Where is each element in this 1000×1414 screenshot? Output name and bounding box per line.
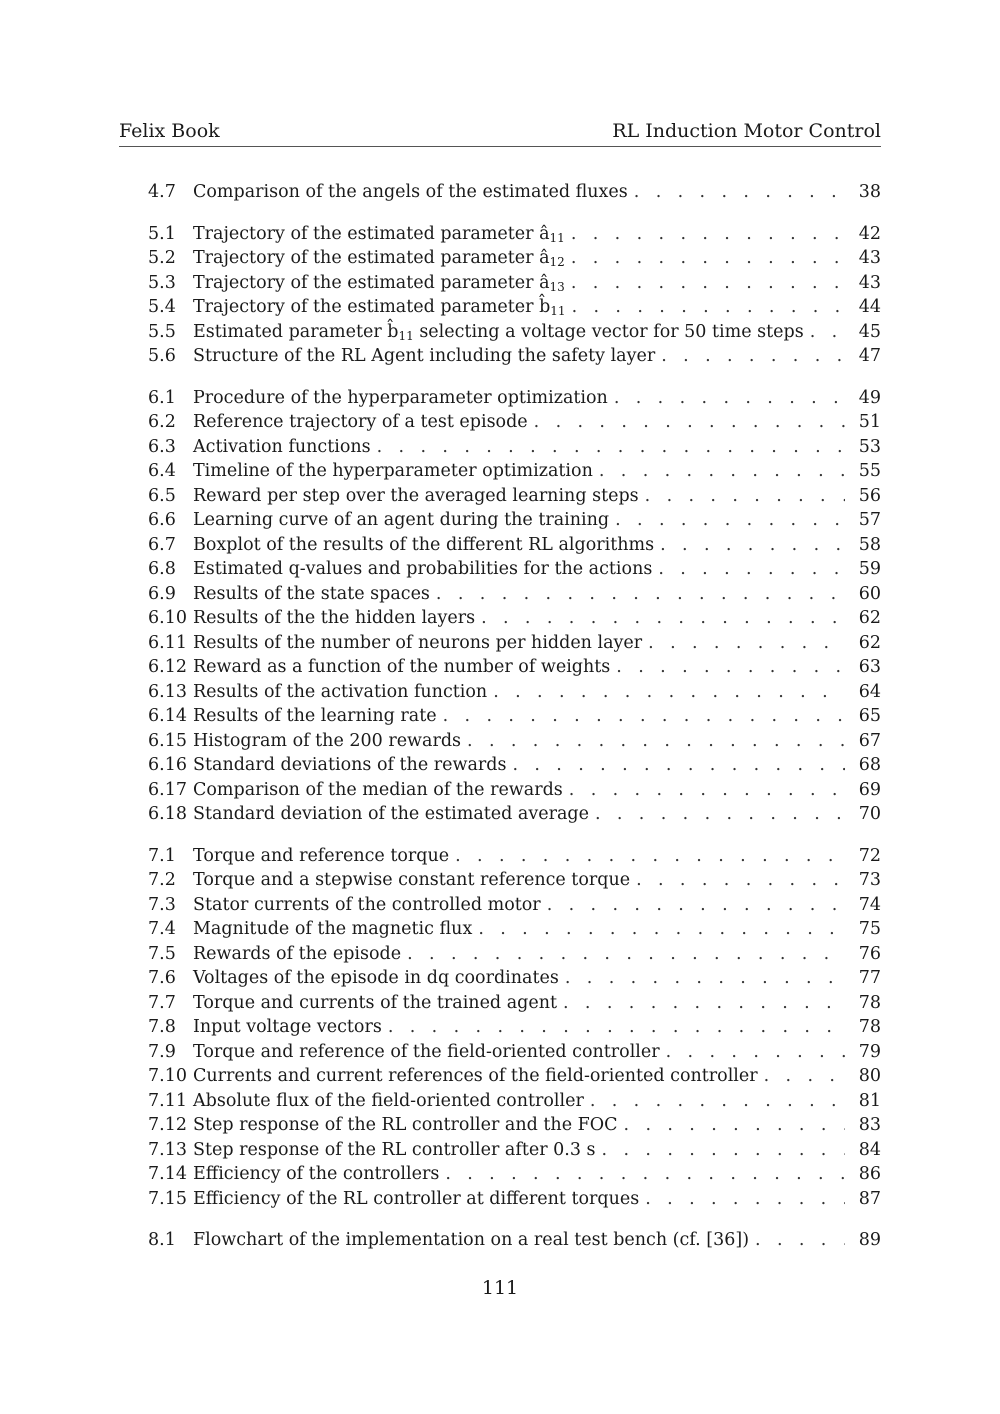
- dot-leader: [571, 271, 845, 296]
- figure-title-text: Histogram of the 200 rewards: [193, 730, 462, 751]
- dot-leader: [616, 655, 845, 680]
- figure-entry[interactable]: [148, 844, 881, 869]
- figure-number: 6.5: [148, 485, 176, 506]
- figure-title: [193, 631, 642, 656]
- figure-page-number: 51: [858, 412, 881, 432]
- figure-title-text: Boxplot of the results of the different RL algorithms: [193, 534, 655, 555]
- figure-number: 7.1: [148, 845, 176, 866]
- figure-title: [193, 222, 565, 247]
- figure-entry[interactable]: [148, 1015, 881, 1040]
- figure-page-number: 74: [858, 894, 881, 915]
- dot-leader: [512, 753, 845, 778]
- figure-entry[interactable]: [148, 271, 881, 296]
- figure-entry[interactable]: [148, 631, 881, 656]
- figure-title-text: Timeline of the hyperparameter optimization: [193, 461, 593, 481]
- figure-title-text: Learning curve of an agent during the training: [193, 510, 610, 530]
- figure-group: [148, 386, 881, 827]
- figure-title-text: Activation functions: [193, 436, 371, 457]
- figure-page-number: 43: [858, 272, 881, 293]
- figure-entry[interactable]: [148, 246, 881, 271]
- dot-leader: [455, 844, 845, 869]
- figure-page-number: 42: [858, 223, 881, 244]
- figure-number: 7.3: [148, 894, 176, 915]
- figure-entry[interactable]: [148, 410, 881, 435]
- figure-title: [193, 680, 487, 705]
- figure-number: 5.1: [148, 223, 176, 244]
- figure-title-text: Reference trajectory of a test episode: [193, 412, 528, 432]
- figure-page-number: 55: [858, 461, 881, 481]
- figure-title: [193, 778, 563, 803]
- figure-number: 6.7: [148, 534, 176, 555]
- dot-leader: [467, 729, 845, 754]
- figure-title: [193, 1228, 749, 1253]
- figure-page-number: 72: [858, 845, 881, 866]
- figure-entry[interactable]: [148, 435, 881, 460]
- figure-title: [193, 180, 628, 205]
- figure-entry[interactable]: [148, 508, 881, 533]
- figure-number: 6.16: [148, 755, 187, 775]
- running-header: [119, 120, 881, 147]
- figure-entry[interactable]: [148, 344, 881, 369]
- figure-title: [193, 893, 541, 918]
- dot-leader: [443, 704, 845, 729]
- figure-title-text: Step response of the RL controller after 0.3 s: [193, 1139, 596, 1160]
- figure-title-subscript: 13: [549, 279, 565, 294]
- figure-entry[interactable]: [148, 942, 881, 967]
- figure-page-number: 76: [858, 943, 881, 964]
- figure-number: 7.8: [148, 1017, 176, 1037]
- figure-title-text: Voltages of the episode in dq coordinates: [193, 968, 559, 988]
- figure-title-text: Trajectory of the estimated parameter â: [193, 223, 550, 244]
- figure-title-subscript: 12: [549, 255, 565, 269]
- figure-title-text: Torque and reference of the field-oriented controller: [193, 1041, 660, 1062]
- dot-leader: [478, 917, 845, 942]
- figure-page-number: 38: [858, 182, 881, 202]
- figure-title: [193, 410, 528, 435]
- figure-title-text: Trajectory of the estimated parameter b̂: [193, 297, 551, 317]
- figure-entry[interactable]: [148, 1162, 881, 1187]
- figure-title-subscript: 11: [398, 328, 414, 343]
- dot-leader: [571, 246, 845, 271]
- figure-title-text: Trajectory of the estimated parameter â: [193, 272, 550, 293]
- dot-leader: [493, 680, 845, 705]
- figure-title: [193, 753, 506, 778]
- figure-title: [193, 533, 654, 558]
- figure-page-number: 89: [858, 1230, 881, 1250]
- figure-title-text: Results of the the hidden layers: [193, 608, 476, 628]
- figure-title: [193, 1040, 660, 1065]
- figure-title-text: Efficiency of the RL controller at different torques: [193, 1188, 640, 1209]
- figure-number: 6.2: [148, 412, 176, 432]
- dot-leader: [377, 435, 845, 460]
- figure-title: [193, 802, 589, 827]
- figure-title-text: Magnitude of the magnetic flux: [193, 919, 473, 939]
- dot-leader: [388, 1015, 845, 1040]
- dot-leader: [648, 631, 845, 656]
- figure-entry[interactable]: [148, 295, 881, 320]
- figure-page-number: 47: [858, 346, 881, 366]
- figure-number: 7.6: [148, 968, 176, 988]
- figure-number: 6.10: [148, 608, 187, 628]
- figure-entry[interactable]: [148, 778, 881, 803]
- figure-number: 5.6: [148, 346, 176, 366]
- figure-page-number: 87: [858, 1188, 881, 1209]
- figure-page-number: 79: [858, 1041, 881, 1062]
- figure-page-number: 62: [858, 608, 881, 628]
- page-number: 111: [481, 1277, 519, 1299]
- figure-page-number: 49: [858, 387, 881, 408]
- figure-page-number: 73: [858, 870, 881, 890]
- figure-entry[interactable]: [148, 1113, 881, 1138]
- dot-leader: [569, 778, 845, 803]
- figure-title: [193, 606, 475, 631]
- figure-title-text: Reward as a function of the number of weights: [193, 657, 611, 677]
- figure-title: [193, 320, 804, 345]
- figure-number: 6.15: [148, 730, 187, 751]
- figure-page-number: 56: [858, 485, 881, 506]
- figure-entry[interactable]: [148, 1064, 881, 1089]
- figure-title-text: Standard deviations of the rewards: [193, 755, 507, 775]
- dot-leader: [572, 295, 845, 320]
- dot-leader: [445, 1162, 845, 1187]
- figure-title-text: Reward per step over the averaged learning steps: [193, 485, 639, 506]
- figure-title-text-continued: selecting a voltage vector for 50 time steps: [413, 321, 804, 342]
- figure-group: [148, 844, 881, 1212]
- figure-entry[interactable]: [148, 680, 881, 705]
- figure-number: 6.12: [148, 657, 187, 677]
- figure-title-text: Torque and a stepwise constant reference torque: [193, 870, 631, 890]
- figure-page-number: 58: [858, 534, 881, 555]
- figure-group: [148, 1228, 881, 1253]
- figure-entry[interactable]: [148, 868, 881, 893]
- dot-leader: [636, 868, 845, 893]
- figure-entry[interactable]: [148, 484, 881, 509]
- figure-entry[interactable]: [148, 893, 881, 918]
- figure-number: 5.2: [148, 248, 176, 268]
- figure-page-number: 43: [858, 248, 881, 268]
- figure-title: [193, 1089, 584, 1114]
- figure-number: 5.4: [148, 297, 176, 317]
- figure-title-text: Stator currents of the controlled motor: [193, 894, 541, 915]
- dot-leader: [602, 1138, 845, 1163]
- figure-title-text: Step response of the RL controller and the FOC: [193, 1115, 618, 1135]
- figure-title: [193, 942, 401, 967]
- dot-leader: [624, 1113, 845, 1138]
- figure-number: 6.18: [148, 804, 187, 824]
- figure-title: [193, 386, 608, 411]
- dot-leader: [571, 222, 845, 247]
- figure-title-text: Results of the number of neurons per hidden layer: [193, 632, 643, 653]
- figure-entry[interactable]: [148, 966, 881, 991]
- figure-title-text: Estimated q-values and probabilities for the actions: [193, 559, 653, 579]
- figure-title: [193, 966, 559, 991]
- figure-number: 6.4: [148, 461, 176, 481]
- header-title: RL Induction Motor Control: [612, 120, 881, 142]
- figure-number: 6.9: [148, 583, 176, 604]
- figure-title: [193, 1113, 618, 1138]
- figure-number: 7.12: [148, 1115, 187, 1135]
- figure-page-number: 69: [858, 779, 881, 800]
- figure-entry[interactable]: [148, 222, 881, 247]
- figure-title: [193, 508, 609, 533]
- figure-number: 7.5: [148, 943, 176, 964]
- figure-title: [193, 655, 610, 680]
- figure-number: 7.4: [148, 919, 176, 939]
- dot-leader: [590, 1089, 845, 1114]
- figure-title-text: Estimated parameter b̂: [193, 321, 399, 342]
- figure-title-text: Torque and reference torque: [193, 845, 450, 866]
- figure-page-number: 78: [858, 992, 881, 1013]
- figure-number: 6.17: [148, 779, 187, 800]
- dot-leader: [563, 991, 845, 1016]
- figure-title-text: Comparison of the angels of the estimated fluxes: [193, 182, 628, 202]
- figure-page-number: 44: [858, 297, 881, 317]
- figure-number: 7.10: [148, 1066, 187, 1086]
- figure-title: [193, 295, 566, 320]
- dot-leader: [658, 557, 845, 582]
- dot-leader: [599, 459, 845, 484]
- dot-leader: [810, 320, 845, 345]
- figure-entry[interactable]: [148, 704, 881, 729]
- figure-title-text: Comparison of the median of the rewards: [193, 779, 563, 800]
- figure-group: [148, 180, 881, 205]
- figure-title: [193, 484, 639, 509]
- figure-entry[interactable]: [148, 1040, 881, 1065]
- figure-title-text: Torque and currents of the trained agent: [193, 992, 557, 1013]
- figure-title-text: Standard deviation of the estimated average: [193, 804, 589, 824]
- dot-leader: [645, 1187, 845, 1212]
- figure-entry[interactable]: [148, 917, 881, 942]
- figure-page-number: 67: [858, 730, 881, 751]
- figure-page-number: 83: [858, 1115, 881, 1135]
- figure-title: [193, 582, 430, 607]
- figure-title: [193, 917, 472, 942]
- figure-title: [193, 844, 449, 869]
- dot-leader: [565, 966, 845, 991]
- figure-page-number: 81: [858, 1090, 881, 1111]
- dot-leader: [614, 386, 845, 411]
- figure-page-number: 65: [858, 706, 881, 726]
- figure-title: [193, 1015, 382, 1040]
- figure-number: 5.3: [148, 272, 176, 293]
- dot-leader: [645, 484, 845, 509]
- figure-title: [193, 435, 371, 460]
- figure-number: 6.13: [148, 681, 187, 702]
- figure-page-number: 45: [858, 321, 881, 342]
- dot-leader: [534, 410, 845, 435]
- figure-entry[interactable]: [148, 320, 881, 345]
- figure-number: 7.14: [148, 1164, 187, 1184]
- dot-leader: [764, 1064, 845, 1089]
- figure-title-text: Currents and current references of the field-oriented controller: [193, 1066, 758, 1086]
- figure-page-number: 60: [858, 583, 881, 604]
- figure-title: [193, 344, 655, 369]
- figure-title: [193, 557, 652, 582]
- figure-page-number: 59: [858, 559, 881, 579]
- figure-page-number: 64: [858, 681, 881, 702]
- figure-page-number: 80: [858, 1066, 881, 1086]
- dot-leader: [660, 533, 845, 558]
- figure-page-number: 68: [858, 755, 881, 775]
- figure-title: [193, 1187, 639, 1212]
- dot-leader: [407, 942, 845, 967]
- figure-title: [193, 729, 461, 754]
- figure-entry[interactable]: [148, 729, 881, 754]
- figure-entry[interactable]: [148, 655, 881, 680]
- figure-title-text: Efficiency of the controllers: [193, 1164, 440, 1184]
- figure-page-number: 70: [858, 804, 881, 824]
- figure-number: 6.3: [148, 436, 176, 457]
- figure-title: [193, 991, 557, 1016]
- figure-title-text: Input voltage vectors: [193, 1017, 382, 1037]
- figure-number: 7.11: [148, 1090, 187, 1111]
- figure-entry[interactable]: [148, 582, 881, 607]
- figure-page-number: 62: [858, 632, 881, 653]
- figure-page-number: 63: [858, 657, 881, 677]
- figure-title: [193, 704, 437, 729]
- figure-page-number: 57: [858, 510, 881, 530]
- figure-entry[interactable]: [148, 991, 881, 1016]
- figure-number: 4.7: [148, 182, 176, 202]
- figure-title-subscript: 11: [549, 230, 565, 245]
- figure-title-subscript: 11: [550, 304, 566, 318]
- figure-page-number: 53: [858, 436, 881, 457]
- figure-number: 7.15: [148, 1188, 187, 1209]
- figure-number: 6.8: [148, 559, 176, 579]
- figure-number: 7.2: [148, 870, 176, 890]
- list-of-figures: [148, 180, 881, 1270]
- dot-leader: [595, 802, 845, 827]
- figure-title-text: Flowchart of the implementation on a real test bench (cf. [36]): [193, 1230, 750, 1250]
- figure-entry[interactable]: [148, 1187, 881, 1212]
- dot-leader: [481, 606, 845, 631]
- figure-title-text: Procedure of the hyperparameter optimization: [193, 387, 608, 408]
- figure-title: [193, 1138, 596, 1163]
- figure-title-text: Rewards of the episode: [193, 943, 402, 964]
- figure-number: 8.1: [148, 1230, 176, 1250]
- figure-number: 7.13: [148, 1139, 187, 1160]
- figure-number: 6.14: [148, 706, 187, 726]
- figure-entry[interactable]: [148, 753, 881, 778]
- figure-title-text: Trajectory of the estimated parameter â: [193, 248, 550, 268]
- figure-page-number: 84: [858, 1139, 881, 1160]
- figure-page-number: 77: [858, 968, 881, 988]
- figure-page-number: 78: [858, 1017, 881, 1037]
- figure-entry[interactable]: [148, 1228, 881, 1253]
- figure-title: [193, 271, 565, 296]
- figure-number: 7.9: [148, 1041, 176, 1062]
- figure-number: 6.6: [148, 510, 176, 530]
- dot-leader: [634, 180, 845, 205]
- figure-title: [193, 868, 630, 893]
- figure-title: [193, 459, 593, 484]
- figure-title: [193, 1162, 439, 1187]
- figure-title-text: Absolute flux of the field-oriented controller: [193, 1090, 584, 1111]
- dot-leader: [666, 1040, 845, 1065]
- figure-number: 7.7: [148, 992, 176, 1013]
- dot-leader: [547, 893, 845, 918]
- figure-number: 6.1: [148, 387, 176, 408]
- figure-number: 6.11: [148, 632, 187, 653]
- figure-entry[interactable]: [148, 180, 881, 205]
- figure-page-number: 86: [858, 1164, 881, 1184]
- figure-title-text: Results of the learning rate: [193, 706, 437, 726]
- figure-entry[interactable]: [148, 802, 881, 827]
- figure-page-number: 75: [858, 919, 881, 939]
- figure-entry[interactable]: [148, 557, 881, 582]
- figure-title-text: Results of the activation function: [193, 681, 488, 702]
- dot-leader: [436, 582, 845, 607]
- figure-entry[interactable]: [148, 386, 881, 411]
- figure-entry[interactable]: [148, 1138, 881, 1163]
- figure-title: [193, 1064, 758, 1089]
- figure-entry[interactable]: [148, 606, 881, 631]
- figure-entry[interactable]: [148, 459, 881, 484]
- header-author: Felix Book: [119, 120, 220, 142]
- figure-number: 5.5: [148, 321, 176, 342]
- figure-title-text: Results of the state spaces: [193, 583, 430, 604]
- dot-leader: [661, 344, 845, 369]
- figure-title: [193, 246, 565, 271]
- figure-entry[interactable]: [148, 533, 881, 558]
- dot-leader: [615, 508, 845, 533]
- figure-group: [148, 222, 881, 369]
- figure-title-text: Structure of the RL Agent including the safety layer: [193, 346, 656, 366]
- dot-leader: [755, 1228, 845, 1253]
- figure-entry[interactable]: [148, 1089, 881, 1114]
